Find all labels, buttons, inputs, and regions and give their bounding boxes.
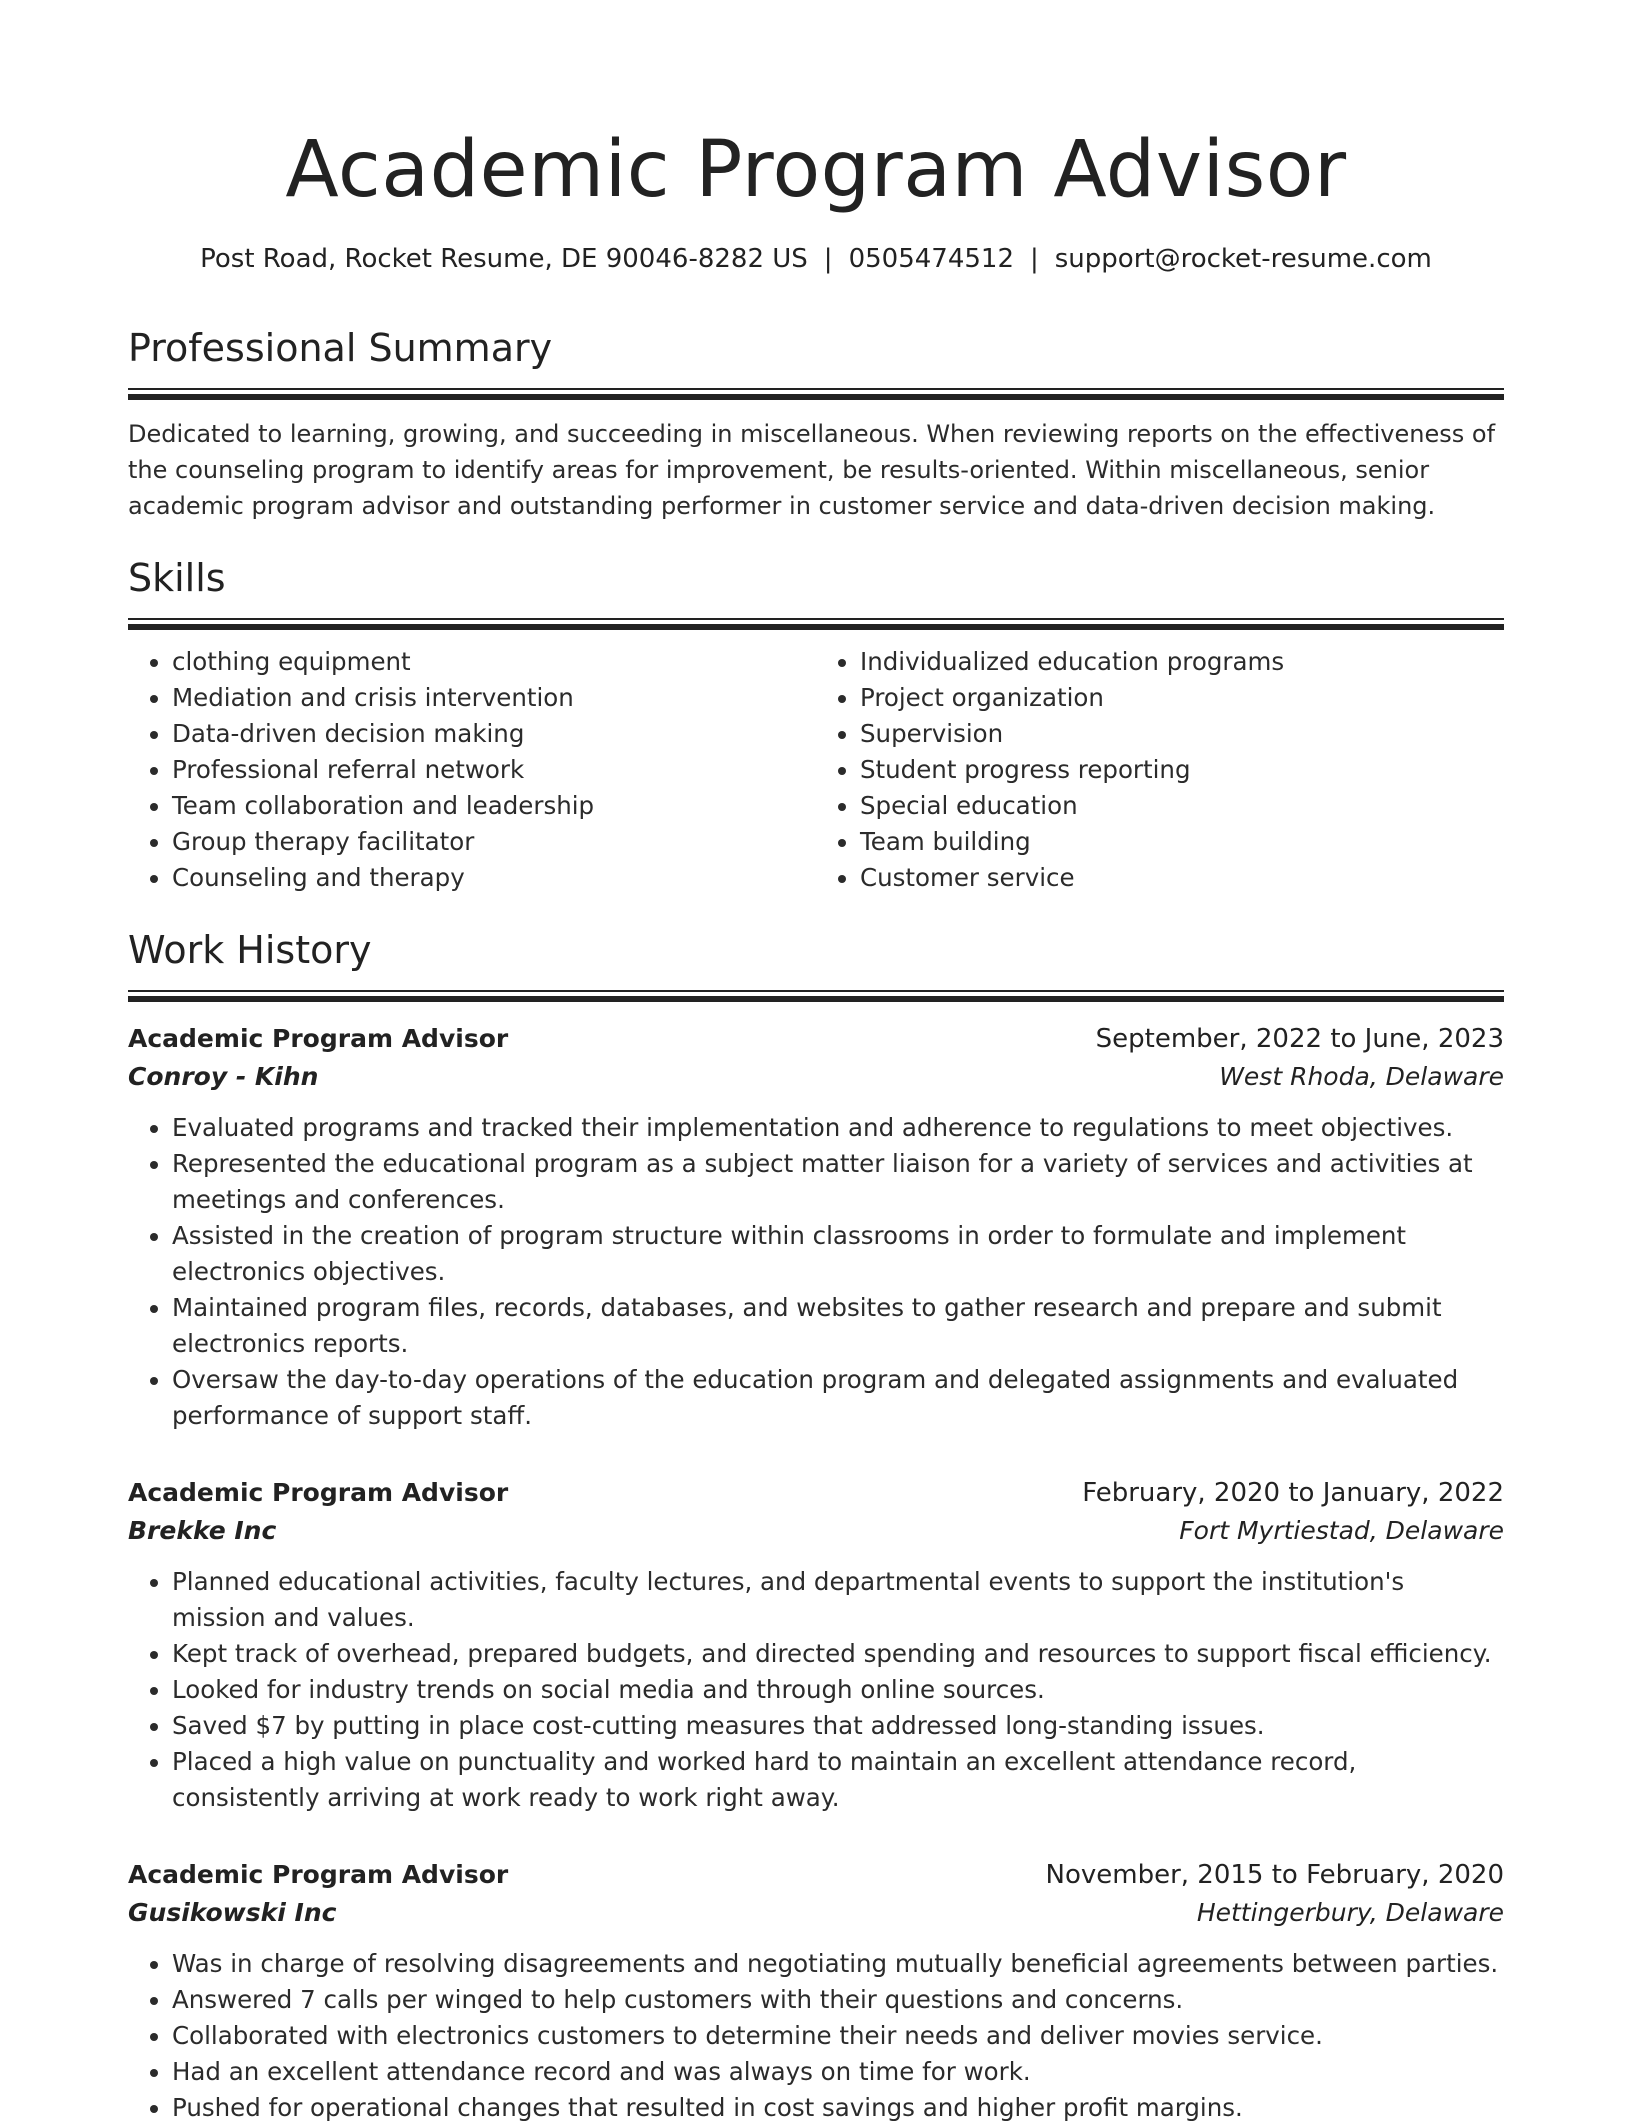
contact-phone: 0505474512: [848, 244, 1014, 274]
section-work-history: [128, 924, 1504, 2126]
section-divider: [128, 990, 1504, 1002]
contact-line: [128, 244, 1504, 274]
job-bullet: • Represented the educational program as a subject matter liaison for a variety of services and activities at meetings and conferences.: [172, 1146, 1504, 1218]
skill-item: • Counseling and therapy: [172, 860, 816, 896]
skill-item: • Data-driven decision making: [172, 716, 816, 752]
job-entry: [128, 1020, 1504, 1434]
job-header-row: [128, 1020, 1504, 1058]
skills-list-right: [816, 644, 1504, 896]
skill-item: • Professional referral network: [172, 752, 816, 788]
job-bullets: [128, 1564, 1504, 1816]
job-company: Gusikowski Inc: [128, 1898, 337, 1927]
skills-columns: [128, 644, 1504, 896]
job-dates: February, 2020 to January, 2022: [1082, 1478, 1504, 1508]
skill-item: • Mediation and crisis intervention: [172, 680, 816, 716]
job-bullet: • Had an excellent attendance record and was always on time for work.: [172, 2054, 1504, 2090]
skill-item: • Customer service: [860, 860, 1504, 896]
job-bullets: [128, 1110, 1504, 1434]
job-company-row: [128, 1058, 1504, 1096]
skill-item: • clothing equipment: [172, 644, 816, 680]
section-divider: [128, 618, 1504, 630]
job-entry: [128, 1474, 1504, 1816]
section-summary: [128, 322, 1504, 524]
job-bullet: • Planned educational activities, faculty lectures, and departmental events to support the institution's mission and values.: [172, 1564, 1504, 1636]
job-bullet: • Placed a high value on punctuality and worked hard to maintain an excellent attendance record, consistently arriving at work ready to work right away.: [172, 1744, 1504, 1816]
job-header-row: [128, 1474, 1504, 1512]
job-location: West Rhoda, Delaware: [1219, 1062, 1504, 1091]
section-title-work: Work History: [128, 928, 372, 972]
section-divider: [128, 388, 1504, 400]
job-company-row: [128, 1512, 1504, 1550]
contact-address: Post Road, Rocket Resume, DE 90046-8282 US: [200, 244, 808, 274]
job-bullet: • Evaluated programs and tracked their implementation and adherence to regulations to meet objectives.: [172, 1110, 1504, 1146]
job-bullet: • Assisted in the creation of program structure within classrooms in order to formulate and implement electronics objectives.: [172, 1218, 1504, 1290]
job-bullet: • Looked for industry trends on social media and through online sources.: [172, 1672, 1504, 1708]
job-bullet: • Answered 7 calls per winged to help customers with their questions and concerns.: [172, 1982, 1504, 2018]
job-bullet: • Was in charge of resolving disagreements and negotiating mutually beneficial agreements between parties.: [172, 1946, 1504, 1982]
job-bullet: • Oversaw the day-to-day operations of the education program and delegated assignments and evaluated performance of support staff.: [172, 1362, 1504, 1434]
job-bullet: • Pushed for operational changes that resulted in cost savings and higher profit margins.: [172, 2090, 1504, 2126]
contact-separator: |: [823, 244, 833, 274]
skill-item: • Supervision: [860, 716, 1504, 752]
skill-item: • Project organization: [860, 680, 1504, 716]
skill-item: • Team building: [860, 824, 1504, 860]
job-bullet: • Collaborated with electronics customers to determine their needs and deliver movies service.: [172, 2018, 1504, 2054]
skill-item: • Group therapy facilitator: [172, 824, 816, 860]
job-dates: November, 2015 to February, 2020: [1045, 1860, 1504, 1890]
job-location: Hettingerbury, Delaware: [1196, 1898, 1504, 1927]
summary-text: Dedicated to learning, growing, and succeeding in miscellaneous. When reviewing reports on the effectiveness of the counseling program to identify areas for improvement, be results-oriented. Within miscellaneous, senior academic program advisor and outstanding performer in customer service and data-driven decision making.: [128, 420, 1496, 520]
job-title: Academic Program Advisor: [128, 1860, 509, 1889]
section-title-skills: Skills: [128, 556, 226, 600]
job-bullet: • Maintained program files, records, databases, and websites to gather research and prepare and submit electronics reports.: [172, 1290, 1504, 1362]
skill-item: • Student progress reporting: [860, 752, 1504, 788]
skills-list-left: [128, 644, 816, 896]
job-bullet: • Kept track of overhead, prepared budgets, and directed spending and resources to support fiscal efficiency.: [172, 1636, 1504, 1672]
contact-email: support@rocket-resume.com: [1054, 244, 1432, 274]
job-company: Brekke Inc: [128, 1516, 277, 1545]
skill-item: • Team collaboration and leadership: [172, 788, 816, 824]
skill-item: • Special education: [860, 788, 1504, 824]
job-company: Conroy - Kihn: [128, 1062, 319, 1091]
job-title: Academic Program Advisor: [128, 1478, 509, 1507]
contact-separator: |: [1029, 244, 1039, 274]
resume-name: Academic Program Advisor: [285, 125, 1347, 215]
job-title: Academic Program Advisor: [128, 1024, 509, 1053]
job-bullets: [128, 1946, 1504, 2126]
job-dates: September, 2022 to June, 2023: [1095, 1024, 1504, 1054]
job-header-row: [128, 1856, 1504, 1894]
job-company-row: [128, 1894, 1504, 1932]
section-title-summary: Professional Summary: [128, 326, 553, 370]
job-bullet: • Saved $7 by putting in place cost-cutting measures that addressed long-standing issues.: [172, 1708, 1504, 1744]
skill-item: • Individualized education programs: [860, 644, 1504, 680]
job-entry: [128, 1856, 1504, 2126]
section-skills: [128, 552, 1504, 896]
job-location: Fort Myrtiestad, Delaware: [1179, 1516, 1504, 1545]
